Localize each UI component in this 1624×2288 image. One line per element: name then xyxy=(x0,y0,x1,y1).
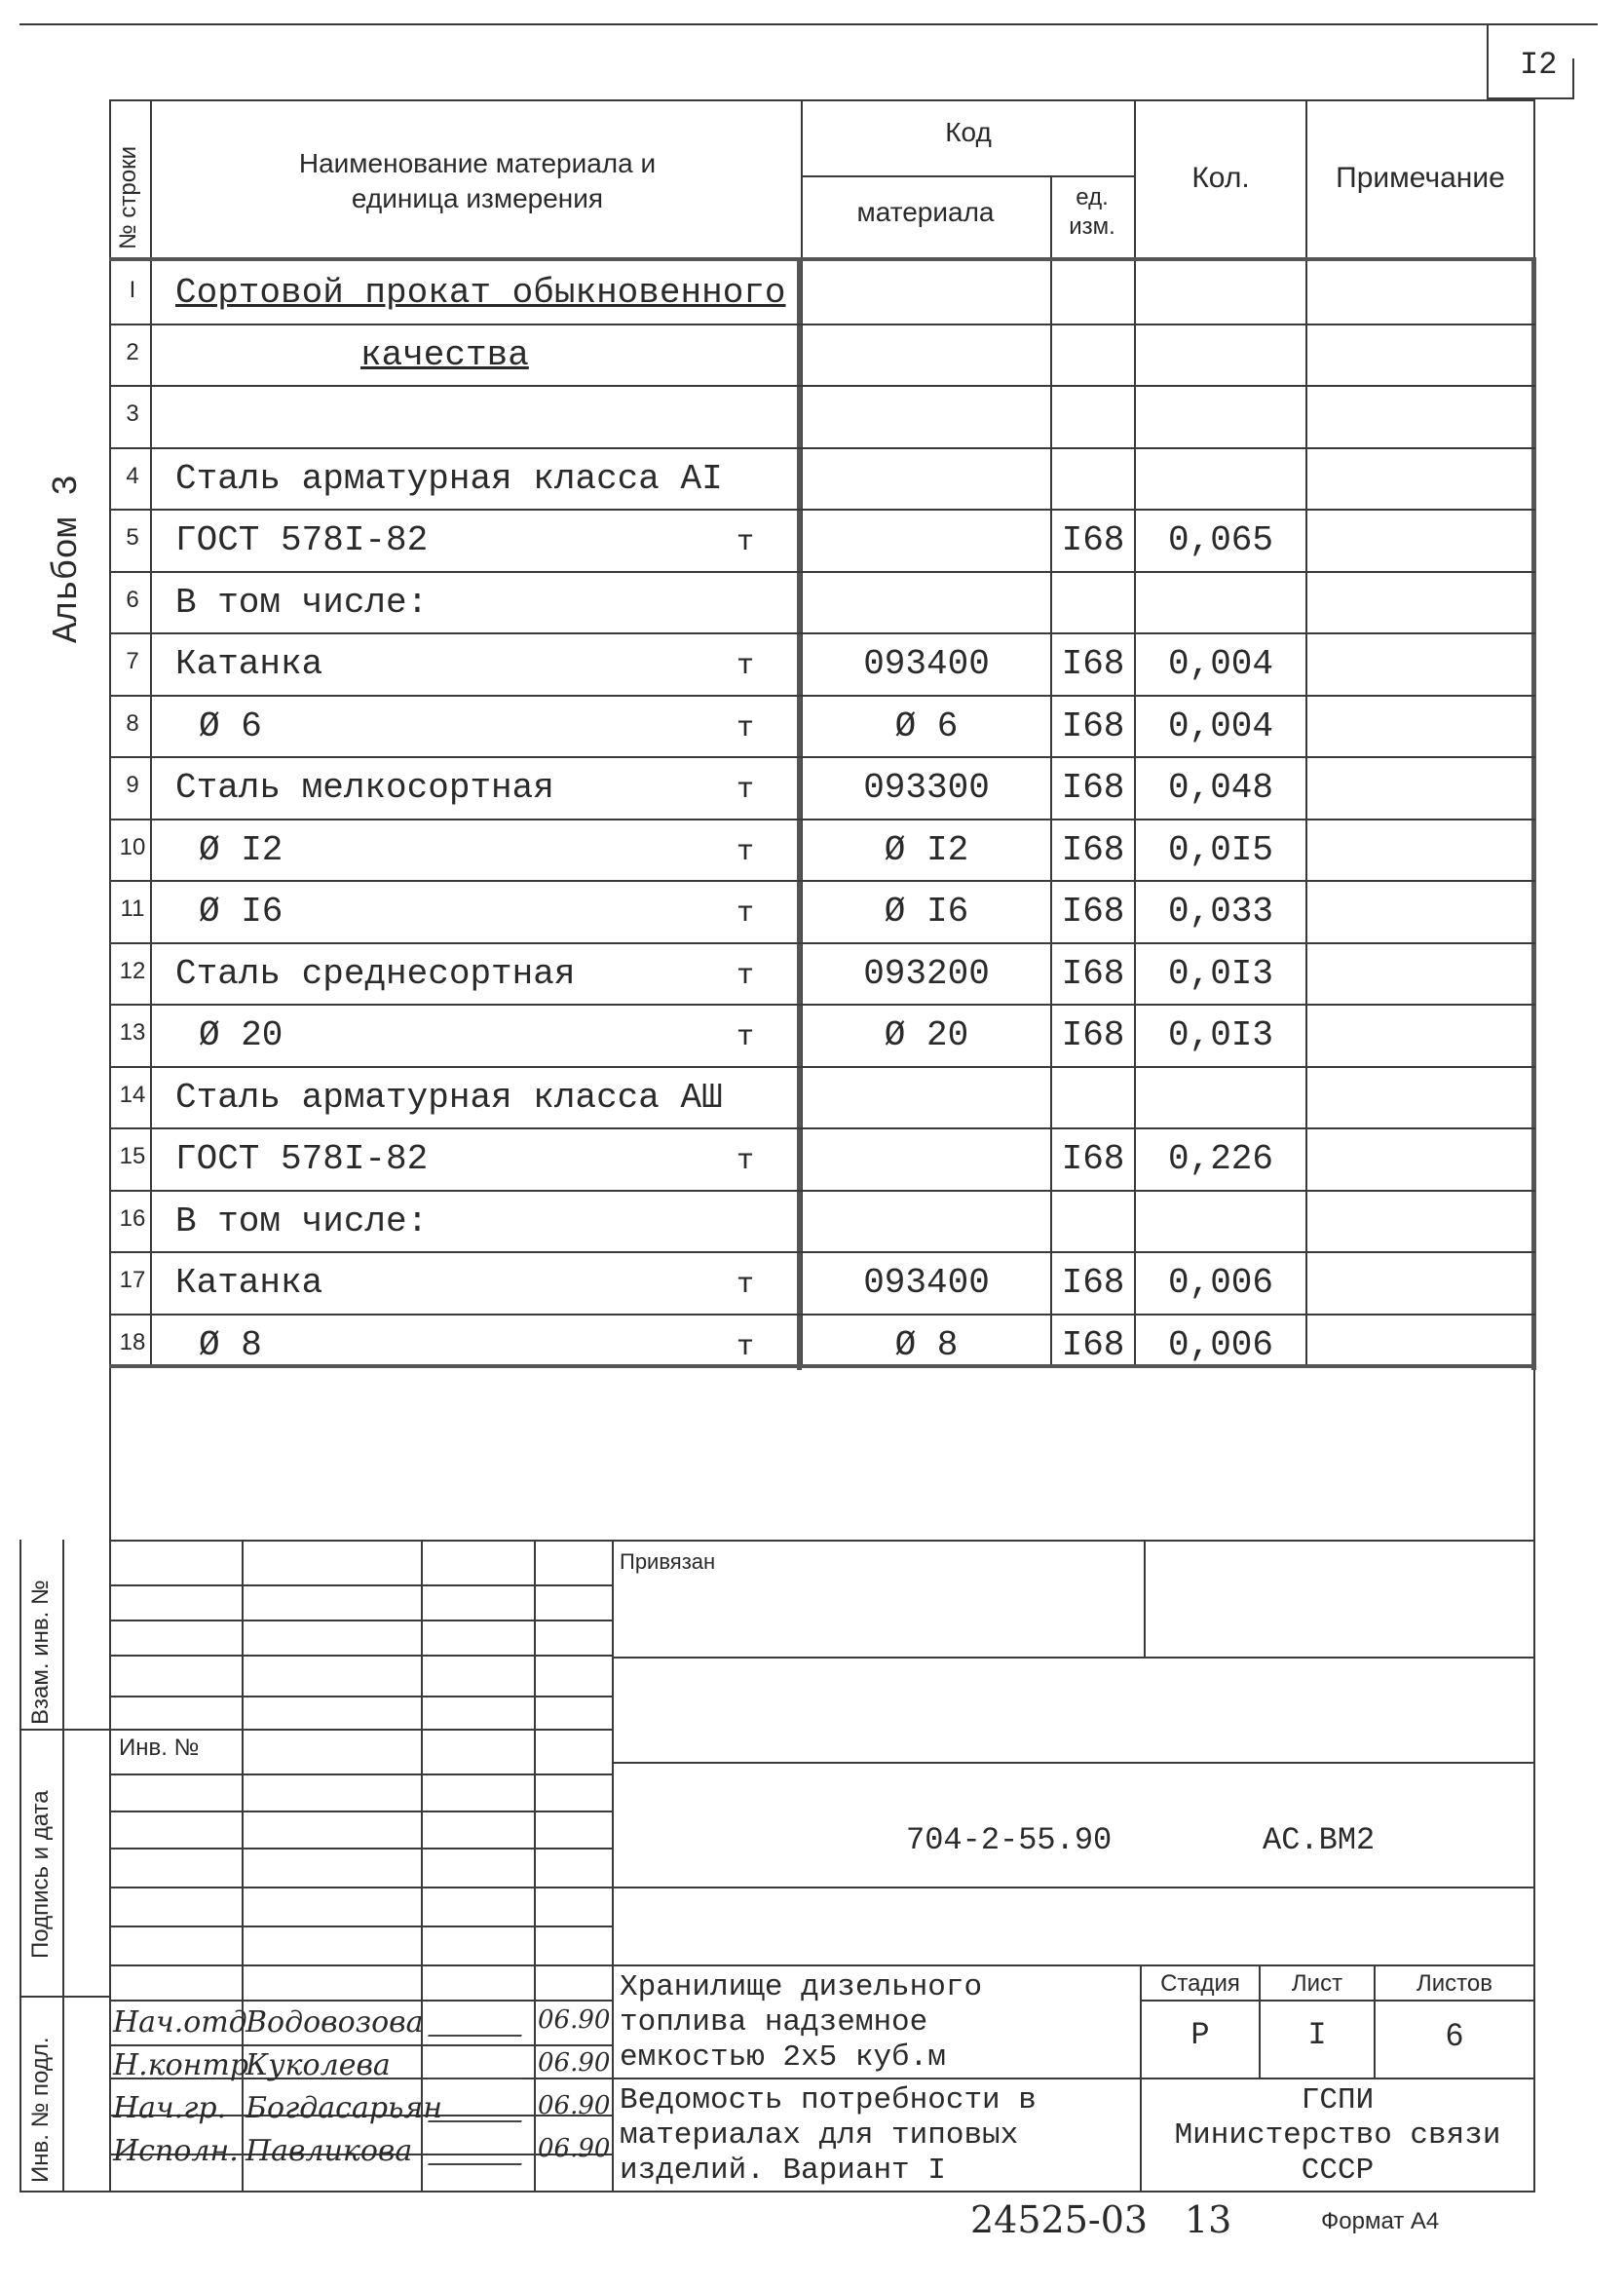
unit-code: I68 xyxy=(1061,1324,1125,1365)
quantity: 0,048 xyxy=(1167,768,1274,808)
row-number: 7 xyxy=(126,648,139,674)
unit-code: I68 xyxy=(1061,520,1125,560)
row-number: 16 xyxy=(119,1204,146,1232)
row-number: 11 xyxy=(120,896,145,922)
stage-label: Стадия xyxy=(1160,1970,1240,1997)
material-name: Сортовой прокат обыкновенного xyxy=(175,273,786,313)
material-name: В том числе: xyxy=(175,1201,429,1241)
table-body-bottom xyxy=(109,1364,1535,1368)
stamp-col-3 xyxy=(534,1540,536,2193)
sheets-label: Листов xyxy=(1416,1970,1492,1997)
stamp-mid-4 xyxy=(612,2078,1535,2079)
unit-short: т xyxy=(736,1021,755,1054)
unit-short: т xyxy=(736,1330,755,1364)
row-number: 3 xyxy=(126,400,139,427)
stamp-privyazan-bottom xyxy=(612,1657,1535,1659)
header-code-material: материала xyxy=(856,197,995,227)
material-name: Катанка xyxy=(175,644,323,684)
row-separator xyxy=(109,632,1535,634)
row-number: I xyxy=(129,277,136,303)
material-name: Ø 6 xyxy=(199,705,262,746)
archive-number: 24525-03 xyxy=(970,2198,1149,2241)
row-number: 5 xyxy=(126,524,139,551)
signer-date: 06.90 xyxy=(538,2134,611,2163)
stamp-row-line xyxy=(109,2044,612,2046)
row-separator xyxy=(109,1004,1535,1006)
material-name: Сталь арматурная класса AI xyxy=(175,458,723,499)
unit-short: т xyxy=(736,711,755,745)
signer-name: Куколева xyxy=(245,2048,391,2082)
stamp-privyazan-label: Привязан xyxy=(620,1549,716,1574)
doc-code: 704-2-55.90 xyxy=(906,1822,1113,1858)
archive-sheet: 13 xyxy=(1185,2198,1232,2241)
album-label: Альбом 3 xyxy=(47,475,87,643)
stamp-row-line xyxy=(109,1848,612,1849)
sheet-title-line-1: Ведомость потребности в xyxy=(620,2083,1037,2117)
side-label-podpis: Подпись и дата xyxy=(27,1790,54,1959)
material-code: 093400 xyxy=(863,1263,990,1303)
header-code-divider xyxy=(801,175,1136,177)
signer-name: Павликова xyxy=(245,2134,413,2168)
stamp-inv-label: Инв. № xyxy=(119,1735,200,1761)
stamp-mid-2 xyxy=(612,1887,1535,1888)
page-number: I2 xyxy=(1520,47,1558,83)
material-code: Ø 20 xyxy=(884,1015,969,1055)
quantity: 0,0I5 xyxy=(1167,829,1274,870)
unit-code: I68 xyxy=(1061,768,1125,808)
row-separator xyxy=(109,571,1535,573)
stamp-row-line xyxy=(109,1773,612,1775)
row-separator xyxy=(109,447,1535,449)
stamp-row-line xyxy=(109,1584,612,1586)
row-number: 10 xyxy=(119,833,146,860)
stamp-col-4 xyxy=(612,1540,614,2193)
unit-short: т xyxy=(736,1269,755,1302)
stamp-row-line xyxy=(109,1811,612,1812)
frame-top-line xyxy=(19,23,1598,25)
row-separator xyxy=(109,695,1535,697)
signature-scribble xyxy=(428,2021,527,2037)
stamp-col-privyazan xyxy=(1144,1540,1146,1657)
quantity: 0,0I3 xyxy=(1167,1015,1274,1055)
material-name: Катанка xyxy=(175,1263,323,1303)
quantity: 0,065 xyxy=(1167,520,1274,560)
stamp-mid-3 xyxy=(612,1964,1535,1966)
material-name: Ø 20 xyxy=(199,1015,283,1055)
quantity: 0,0I3 xyxy=(1167,953,1274,994)
side-sep-2 xyxy=(19,1996,111,1998)
signer-role: Нач.отд xyxy=(113,2005,247,2040)
quantity: 0,006 xyxy=(1167,1263,1274,1303)
stamp-stage-header-bottom xyxy=(1140,2000,1535,2002)
row-separator xyxy=(109,1066,1535,1068)
unit-code: I68 xyxy=(1061,705,1125,746)
row-separator xyxy=(109,1314,1535,1316)
stamp-row-line xyxy=(109,1887,612,1888)
material-name: ГОСТ 578I-82 xyxy=(175,520,429,560)
quantity: 0,004 xyxy=(1167,705,1274,746)
row-separator xyxy=(109,509,1535,511)
stamp-row-line xyxy=(109,2000,612,2002)
material-name: ГОСТ 578I-82 xyxy=(175,1139,429,1179)
row-separator xyxy=(109,1190,1535,1192)
row-separator xyxy=(109,1127,1535,1129)
row-separator xyxy=(109,1251,1535,1253)
stamp-row-line xyxy=(109,1729,612,1731)
stamp-row-line xyxy=(109,1964,612,1966)
row-number: 4 xyxy=(126,462,139,489)
signature-scribble xyxy=(428,2064,527,2079)
header-code-group: Код xyxy=(945,117,992,147)
side-frame-inner xyxy=(62,1540,64,2193)
header-qty: Кол. xyxy=(1191,162,1250,194)
page-number-box-left xyxy=(1487,23,1489,99)
quantity: 0,033 xyxy=(1167,892,1274,932)
page-number-box-right xyxy=(1572,58,1574,99)
stamp-row-line xyxy=(109,1926,612,1927)
material-name: Ø I2 xyxy=(199,829,283,870)
row-separator xyxy=(109,756,1535,758)
quantity: 0,006 xyxy=(1167,1324,1274,1365)
stamp-row-line xyxy=(109,1696,612,1697)
side-sep-1 xyxy=(19,1729,111,1731)
signer-role: Н.контр xyxy=(113,2048,249,2082)
header-bottom xyxy=(109,257,1535,261)
signature-scribble xyxy=(428,2107,527,2122)
material-name: Ø I6 xyxy=(199,892,283,932)
side-label-vzam: Взам. инв. № xyxy=(27,1580,54,1725)
material-name: Сталь арматурная класса АШ xyxy=(175,1077,723,1118)
stamp-row-line xyxy=(109,1620,612,1621)
side-frame-left xyxy=(19,1540,21,2193)
unit-code: I68 xyxy=(1061,892,1125,932)
stamp-top xyxy=(109,1540,1535,1542)
code-area-left-border xyxy=(797,257,802,1370)
row-number: 6 xyxy=(126,586,139,613)
object-name-line-2: топлива надземное xyxy=(620,2005,928,2040)
row-number: 2 xyxy=(126,338,139,365)
row-number: 18 xyxy=(119,1328,146,1355)
side-label-inv-podl: Инв. № подл. xyxy=(27,2037,54,2183)
sheet-label: Лист xyxy=(1291,1970,1343,1997)
row-separator xyxy=(109,942,1535,944)
org-line-2: Министерство связи xyxy=(1174,2118,1501,2153)
unit-code: I68 xyxy=(1061,1015,1125,1055)
doc-mark: АС.ВМ2 xyxy=(1263,1822,1376,1858)
signer-date: 06.90 xyxy=(538,2048,611,2078)
format-label: Формат А4 xyxy=(1321,2208,1440,2234)
material-name: Сталь мелкосортная xyxy=(175,768,554,808)
unit-short: т xyxy=(736,774,755,807)
material-name: Ø 8 xyxy=(199,1324,262,1365)
org-line-1: ГСПИ xyxy=(1301,2083,1375,2117)
unit-short: т xyxy=(736,526,755,559)
sheet-title-line-2: материалах для типовых xyxy=(620,2118,1019,2153)
row-separator xyxy=(109,385,1535,387)
sheet-title-line-3: изделий. Вариант I xyxy=(620,2154,946,2188)
unit-code: I68 xyxy=(1061,953,1125,994)
unit-code: I68 xyxy=(1061,1263,1125,1303)
org-line-3: СССР xyxy=(1301,2154,1375,2188)
signature-scribble xyxy=(428,2150,527,2165)
signer-name: Богдасарьян xyxy=(245,2091,443,2125)
material-code: Ø I6 xyxy=(884,892,969,932)
unit-code: I68 xyxy=(1061,1139,1125,1179)
row-number: 8 xyxy=(126,709,139,737)
material-code: Ø 6 xyxy=(894,705,959,746)
header-code-unit: ед. изм. xyxy=(1069,184,1115,240)
row-number: 17 xyxy=(119,1267,146,1293)
signer-date: 06.90 xyxy=(538,2091,611,2120)
signer-name: Водовозова xyxy=(245,2005,424,2040)
material-name: качества xyxy=(360,334,529,375)
col-sep-qty xyxy=(1305,99,1307,1366)
stamp-bottom xyxy=(19,2191,1535,2193)
sheets-value: 6 xyxy=(1446,2017,1463,2052)
quantity: 0,226 xyxy=(1167,1139,1274,1179)
code-area-right-border xyxy=(1531,257,1536,1370)
row-number: 14 xyxy=(119,1081,146,1108)
col-sep-rowno xyxy=(150,99,152,1366)
stamp-col-1 xyxy=(242,1540,244,2193)
stage-value: Р xyxy=(1190,2017,1210,2053)
frame-left xyxy=(109,99,111,2193)
object-name-line-3: емкостью 2х5 куб.м xyxy=(620,2040,946,2075)
row-number: 12 xyxy=(119,957,146,984)
header-name: Наименование материала и единица измерения xyxy=(298,148,657,213)
material-code: 093300 xyxy=(863,768,990,808)
unit-short: т xyxy=(736,897,755,931)
header-note: Примечание xyxy=(1336,162,1505,194)
unit-code: I68 xyxy=(1061,829,1125,870)
header-row-no: № строки xyxy=(115,145,141,249)
material-code: 093400 xyxy=(863,644,990,684)
object-name-line-1: Хранилище дизельного xyxy=(620,1970,983,2004)
material-name: Сталь среднесортная xyxy=(175,953,576,994)
row-number: 13 xyxy=(119,1019,146,1046)
table-top xyxy=(109,99,1535,101)
row-separator xyxy=(109,324,1535,325)
signer-date: 06.90 xyxy=(538,2005,611,2035)
quantity: 0,004 xyxy=(1167,644,1274,684)
stamp-row-line xyxy=(109,1655,612,1657)
material-code: Ø 8 xyxy=(894,1324,959,1365)
unit-code: I68 xyxy=(1061,644,1125,684)
unit-short: т xyxy=(736,835,755,869)
unit-short: т xyxy=(736,1145,755,1178)
unit-short: т xyxy=(736,959,755,993)
row-separator xyxy=(109,880,1535,882)
unit-short: т xyxy=(736,650,755,683)
stamp-mid-1 xyxy=(612,1762,1535,1764)
material-code: 093200 xyxy=(863,953,990,994)
material-name: В том числе: xyxy=(175,582,429,623)
sheet-value: I xyxy=(1307,2017,1327,2053)
row-number: 15 xyxy=(119,1143,146,1169)
material-code: Ø I2 xyxy=(884,829,969,870)
signer-role: Исполн. xyxy=(113,2134,239,2168)
signer-role: Нач.гр. xyxy=(113,2091,227,2125)
row-number: 9 xyxy=(126,772,139,798)
row-separator xyxy=(109,819,1535,820)
